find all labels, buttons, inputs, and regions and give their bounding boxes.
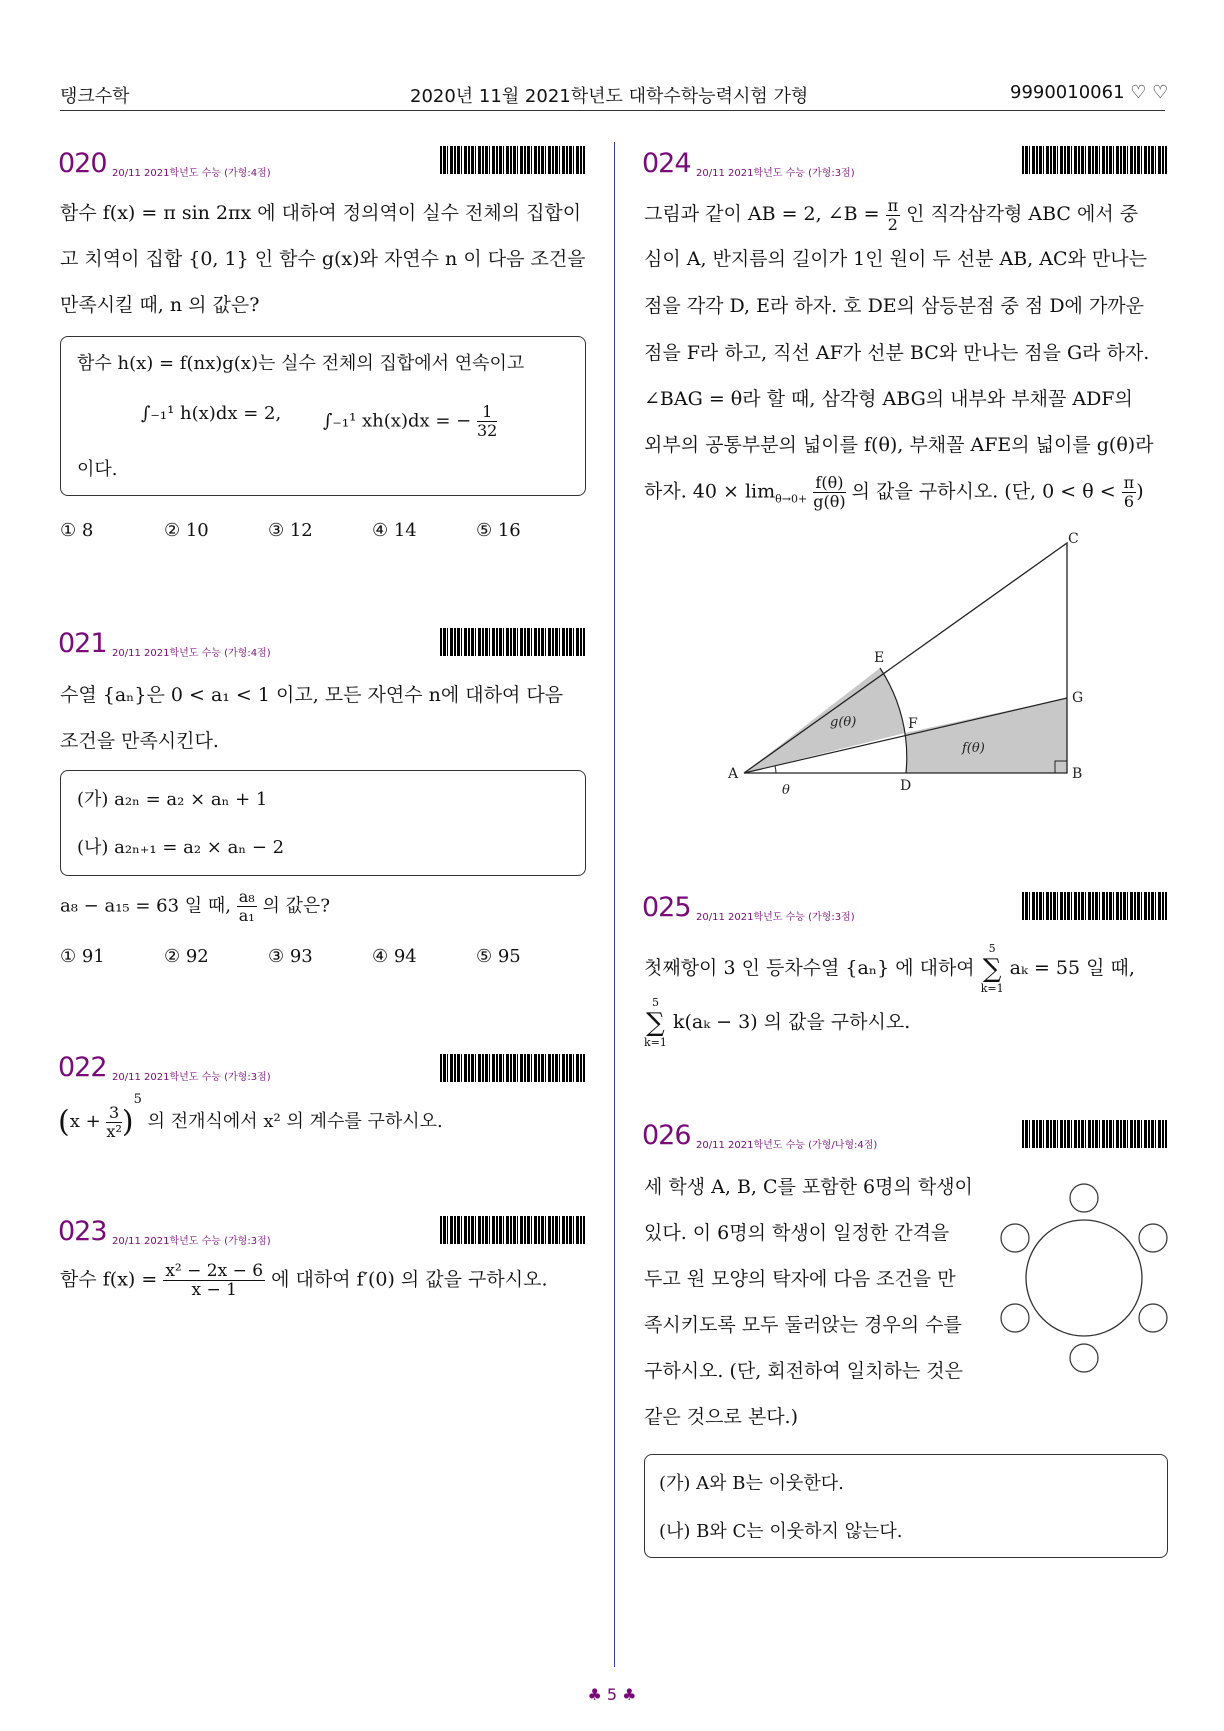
problem-021-question-a: a₈ − a₁₅ = 63 일 때, xyxy=(60,895,232,917)
problem-020-integral-2-text: ∫₋₁¹ xh(x)dx = − xyxy=(323,410,472,432)
problem-024-frac-2-den: g(θ) xyxy=(813,492,846,511)
sector-afe xyxy=(744,668,905,773)
sum-top: 5 xyxy=(988,942,996,955)
problem-020-box-line-3: 이다. xyxy=(77,459,118,480)
choice-4[interactable]: ④ 94 xyxy=(372,946,417,967)
problem-023-lead: 함수 f(x) = xyxy=(60,1268,158,1291)
problem-021-frac-den: a₁ xyxy=(238,906,255,925)
label-theta: θ xyxy=(782,783,790,798)
page-number: ♣ 5 ♣ xyxy=(587,1685,637,1704)
problem-021-fraction xyxy=(237,888,257,925)
problem-025-line-1b: aₖ = 55 일 때, xyxy=(1009,957,1135,979)
problem-020-condition-box xyxy=(60,336,586,496)
choice-2[interactable]: ② 10 xyxy=(164,520,209,541)
problem-025-barcode xyxy=(1022,892,1167,920)
problem-024-figure xyxy=(700,530,1100,820)
problem-020-text-2: 고 치역이 집합 {0, 1} 인 함수 g(x)와 자연수 n 이 다음 조건을 xyxy=(60,248,586,270)
choice-5[interactable]: ⑤ 16 xyxy=(476,520,521,541)
problem-023-source: 20/11 2021학년도 수능 (가형:3점) xyxy=(112,1236,271,1247)
label-b: B xyxy=(1072,766,1083,782)
problem-020-fraction xyxy=(477,403,497,440)
problem-024-frac-3-num: π xyxy=(1123,473,1135,492)
problem-024-frac-1-den: 2 xyxy=(887,214,898,234)
problem-023-statement xyxy=(60,1262,548,1299)
problem-022-statement: (x + $\frac{3}{\text{x²}}$ )$^5$ 의 전개식에서 x² 의 계수를 구하시오. xyxy=(58,1092,443,1141)
seat-6 xyxy=(1001,1224,1029,1252)
choice-3[interactable]: ③ 93 xyxy=(268,946,313,967)
sum-bottom: k=1 xyxy=(980,982,1004,995)
problem-026-line-5: 구하시오. (단, 회전하여 일치하는 것은 xyxy=(644,1360,963,1382)
problem-021-number: 021 xyxy=(58,628,107,659)
problem-022-text: 의 전개식에서 x² 의 계수를 구하시오. xyxy=(147,1111,443,1132)
problem-024-frac-2 xyxy=(813,474,845,511)
label-e: E xyxy=(874,650,885,666)
problem-024-line-7 xyxy=(644,474,1144,511)
problem-026-cond-2: (나) B와 C는 이웃하지 않는다. xyxy=(659,1521,903,1542)
seat-1 xyxy=(1070,1184,1098,1212)
theta-arc xyxy=(775,766,776,773)
problem-024-source: 20/11 2021학년도 수능 (가형:3점) xyxy=(696,168,855,179)
problem-020-frac-num: 1 xyxy=(477,403,497,422)
problem-026-barcode xyxy=(1022,1120,1167,1148)
problem-025-sum-1: 5 ∑ k=1 xyxy=(980,942,1004,995)
column-divider xyxy=(614,142,615,1667)
problem-021-cond-2: (나) a₂ₙ₊₁ = a₂ × aₙ − 2 xyxy=(77,837,285,858)
problem-020-choices xyxy=(60,520,580,541)
header-rule xyxy=(60,110,1165,111)
problem-021-source: 20/11 2021학년도 수능 (가형:4점) xyxy=(112,648,271,659)
header-code: 9990010061 ♡ ♡ xyxy=(1010,82,1169,103)
problem-020-text-3: 만족시킬 때, n 의 값은? xyxy=(60,294,260,316)
problem-024-line-7b: 의 값을 구하시오. (단, 0 < θ < xyxy=(851,480,1116,503)
problem-024-lim-sub: θ→0+ xyxy=(775,492,808,506)
problem-024-line-6: 외부의 공통부분의 넓이를 f(θ), 부채꼴 AFE의 넓이를 g(θ)라 xyxy=(644,434,1154,456)
label-f: F xyxy=(908,716,918,732)
problem-026-line-4: 족시키도록 모두 둘러앉는 경우의 수를 xyxy=(644,1314,962,1336)
problem-026-source: 20/11 2021학년도 수능 (가형/나형:4점) xyxy=(696,1140,878,1151)
problem-025-line-2b: k(aₖ − 3) 의 값을 구하시오. xyxy=(672,1011,911,1033)
problem-024-frac-1 xyxy=(886,197,901,234)
label-g-theta: g(θ) xyxy=(830,715,857,730)
label-f-theta: f(θ) xyxy=(962,741,985,756)
problem-022-frac-den: x² xyxy=(106,1121,122,1141)
label-d: D xyxy=(900,778,912,794)
choice-2[interactable]: ② 92 xyxy=(164,946,209,967)
seat-4 xyxy=(1070,1344,1098,1372)
problem-025-sum-2: 5 ∑ k=1 xyxy=(644,996,667,1049)
problem-022-barcode xyxy=(440,1054,585,1082)
problem-020-source: 20/11 2021학년도 수능 (가형:4점) xyxy=(112,168,271,179)
label-g: G xyxy=(1072,690,1084,706)
problem-020-box-line-1: 함수 h(x) = f(nx)g(x)는 실수 전체의 집합에서 연속이고 xyxy=(77,353,525,374)
problem-024-line-1b: 인 직각삼각형 ABC 에서 중 xyxy=(906,203,1139,225)
problem-024-line-7a: 하자. 40 × lim xyxy=(644,480,776,503)
header-title: 2020년 11월 2021학년도 대학수학능력시험 가형 xyxy=(410,86,809,107)
problem-023-frac-num: x² − 2x − 6 xyxy=(165,1261,264,1281)
problem-026-number: 026 xyxy=(642,1120,691,1151)
problem-021-question-b: 의 값은? xyxy=(262,895,330,917)
problem-026-line-2: 있다. 이 6명의 학생이 일정한 간격을 xyxy=(644,1222,950,1244)
problem-023-barcode xyxy=(440,1216,585,1244)
problem-024-frac-1-num: π xyxy=(887,195,899,215)
problem-024-line-1 xyxy=(644,194,1138,234)
problem-024-line-2: 심이 A, 반지름의 길이가 1인 원이 두 선분 AB, AC와 만나는 xyxy=(644,248,1147,270)
problem-026-line-3: 두고 원 모양의 탁자에 다음 조건을 만 xyxy=(644,1268,956,1290)
problem-020-number: 020 xyxy=(58,148,107,179)
choice-5[interactable]: ⑤ 95 xyxy=(476,946,521,967)
round-table-figure xyxy=(998,1180,1173,1375)
header-brand: 탱크수학 xyxy=(60,86,130,107)
seat-2 xyxy=(1139,1224,1167,1252)
problem-021-frac-num: a₈ xyxy=(238,887,255,906)
problem-023-fraction xyxy=(163,1262,265,1299)
problem-025-number: 025 xyxy=(642,892,691,923)
problem-022-fraction xyxy=(106,1104,121,1141)
problem-022-exponent: 5 xyxy=(133,1092,142,1107)
problem-024-number: 024 xyxy=(642,148,691,179)
problem-021-condition-box xyxy=(60,770,586,876)
seat-5 xyxy=(1001,1304,1029,1332)
region-f xyxy=(905,698,1067,773)
problem-026-line-1: 세 학생 A, B, C를 포함한 6명의 학생이 xyxy=(644,1176,973,1198)
choice-3[interactable]: ③ 12 xyxy=(268,520,313,541)
choice-1[interactable]: ① 91 xyxy=(60,946,105,967)
table-circle xyxy=(1026,1220,1142,1336)
problem-022-number: 022 xyxy=(58,1052,107,1083)
problem-022-frac-num: 3 xyxy=(106,1104,121,1123)
problem-024-frac-3 xyxy=(1122,474,1137,511)
sum-top: 5 xyxy=(651,996,659,1009)
problem-025-line-2 xyxy=(644,996,910,1050)
problem-020-barcode xyxy=(440,146,585,174)
problem-020-frac-den: 32 xyxy=(477,421,498,440)
problem-021-barcode xyxy=(440,628,585,656)
problem-026-line-6: 같은 것으로 본다.) xyxy=(644,1406,799,1428)
problem-021-choices xyxy=(60,946,580,967)
problem-024-line-5: ∠BAG = θ라 할 때, 삼각형 ABG의 내부와 부채꼴 ADF의 xyxy=(644,388,1133,410)
problem-025-source: 20/11 2021학년도 수능 (가형:3점) xyxy=(696,912,855,923)
problem-020-text-1: 함수 f(x) = π sin 2πx 에 대하여 정의역이 실수 전체의 집합이 xyxy=(60,202,582,224)
problem-026-cond-1: (가) A와 B는 이웃한다. xyxy=(659,1473,844,1494)
problem-021-text-1: 수열 {aₙ}은 0 < a₁ < 1 이고, 모든 자연수 n에 대하여 다음 xyxy=(60,684,564,706)
label-c: C xyxy=(1068,531,1079,547)
problem-020-integral-1: ∫₋₁¹ h(x)dx = 2, xyxy=(141,403,282,424)
problem-023-frac-den: x − 1 xyxy=(191,1280,237,1300)
problem-021-question xyxy=(60,888,330,925)
sum-bottom: k=1 xyxy=(644,1036,667,1049)
problem-021-text-2: 조건을 만족시킨다. xyxy=(60,730,219,752)
problem-023-number: 023 xyxy=(58,1216,107,1247)
problem-020-integral-2 xyxy=(323,403,497,440)
problem-022-expr-a: x + xyxy=(69,1111,101,1132)
problem-026-condition-box xyxy=(644,1454,1168,1558)
problem-021-cond-1: (가) a₂ₙ = a₂ × aₙ + 1 xyxy=(77,789,268,810)
problem-024-line-4: 점을 F라 하고, 직선 AF가 선분 BC와 만나는 점을 G라 하자. xyxy=(644,342,1150,364)
problem-023-text: 에 대하여 f′(0) 의 값을 구하시오. xyxy=(271,1268,548,1291)
choice-1[interactable]: ① 8 xyxy=(60,520,94,541)
seat-3 xyxy=(1139,1304,1167,1332)
problem-024-frac-2-num: f(θ) xyxy=(813,474,845,493)
problem-024-line-3: 점을 각각 D, E라 하자. 호 DE의 삼등분점 중 점 D에 가까운 xyxy=(644,295,1145,317)
problem-025-line-1 xyxy=(644,942,1135,996)
label-a: A xyxy=(728,766,739,782)
problem-024-line-1a: 그림과 같이 AB = 2, ∠B = xyxy=(644,203,880,225)
problem-024-frac-3-den: 6 xyxy=(1123,492,1135,511)
problem-022-source: 20/11 2021학년도 수능 (가형:3점) xyxy=(112,1072,271,1083)
problem-024-line-7c: ) xyxy=(1136,480,1144,503)
choice-4[interactable]: ④ 14 xyxy=(372,520,417,541)
problem-024-barcode xyxy=(1022,146,1167,174)
problem-025-line-1a: 첫째항이 3 인 등차수열 {aₙ} 에 대하여 xyxy=(644,957,975,979)
